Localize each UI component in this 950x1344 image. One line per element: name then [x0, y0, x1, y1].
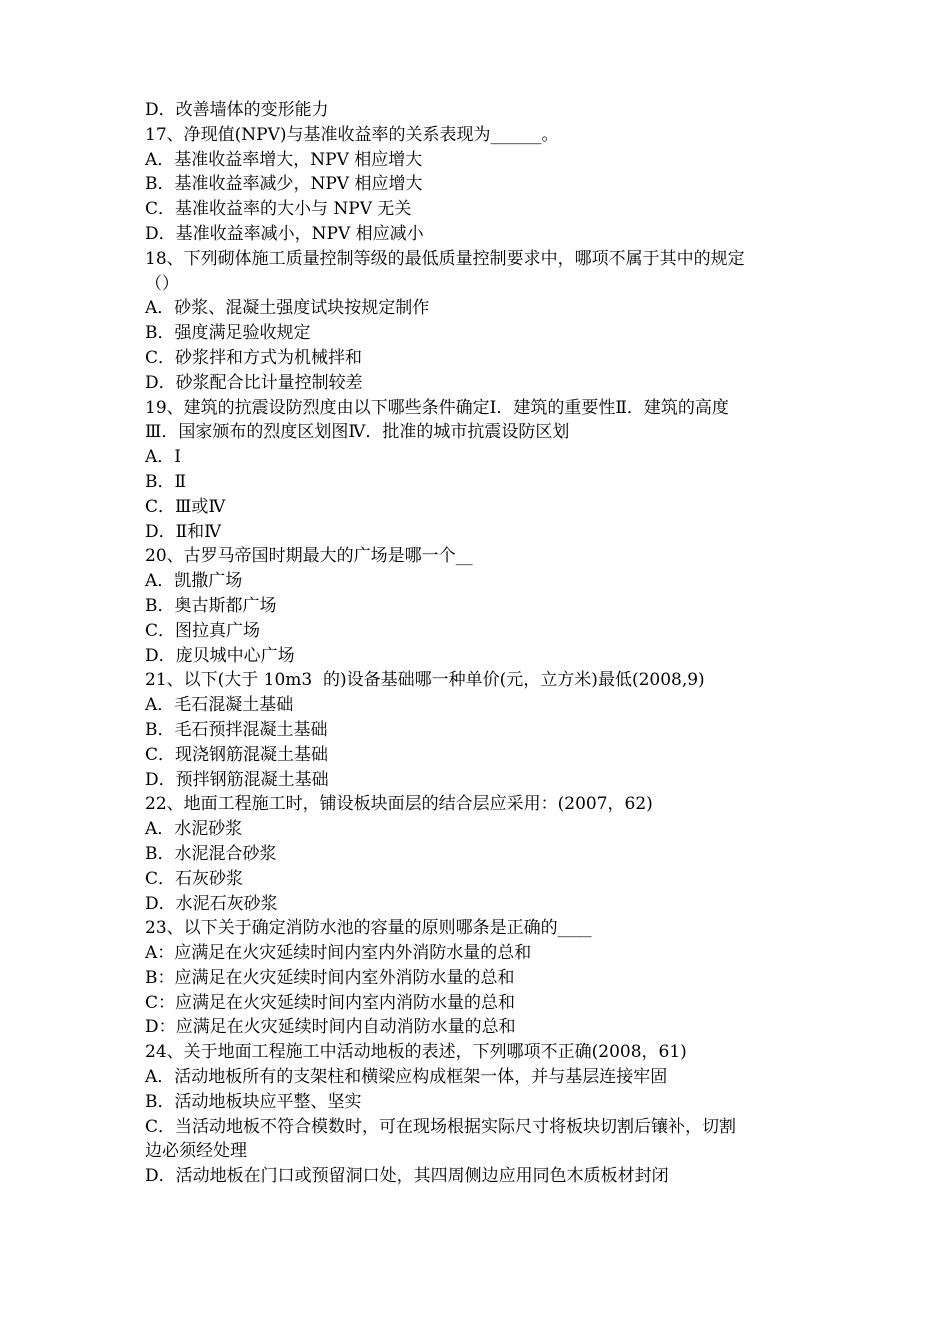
option-line: C．基准收益率的大小与 NPV 无关 — [145, 199, 412, 220]
option-line: B．毛石预拌混凝土基础 — [145, 719, 328, 740]
document-body — [145, 98, 810, 1189]
option-line: A．活动地板所有的支架柱和横梁应构成框架一体，并与基层连接牢固 — [145, 1067, 668, 1088]
option-line: D：应满足在火灾延续时间内自动消防水量的总和 — [145, 1017, 516, 1038]
option-line: A．凯撒广场 — [145, 571, 243, 592]
option-line: B．基准收益率减少，NPV 相应增大 — [145, 174, 423, 195]
option-line: C．图拉真广场 — [145, 620, 261, 641]
option-line: A．毛石混凝土基础 — [145, 695, 294, 716]
question-19-continued: Ⅲ．国家颁布的烈度区划图Ⅳ．批准的城市抗震设防区划 — [145, 422, 570, 443]
question-24: 24、关于地面工程施工中活动地板的表述，下列哪项不正确(2008，61) — [145, 1042, 687, 1063]
option-line: B：应满足在火灾延续时间内室外消防水量的总和 — [145, 967, 515, 988]
question-21: 21、以下(大于 10m3 的)设备基础哪一种单价(元，立方米)最低(2008,9) — [145, 670, 705, 691]
option-line: B．Ⅱ — [145, 471, 187, 492]
question-18-continued: （） — [145, 273, 179, 294]
option-line: C．砂浆拌和方式为机械拌和 — [145, 347, 363, 368]
option-line: D．水泥石灰砂浆 — [145, 893, 278, 914]
option-line: C．石灰砂浆 — [145, 868, 244, 889]
option-line: D．庞贝城中心广场 — [145, 645, 295, 666]
question-20: 20、古罗马帝国时期最大的广场是哪一个__ — [145, 546, 473, 567]
option-line: C：应满足在火灾延续时间内室内消防水量的总和 — [145, 992, 516, 1013]
question-19: 19、建筑的抗震设防烈度由以下哪些条件确定Ⅰ．建筑的重要性Ⅱ．建筑的高度 — [145, 397, 729, 418]
question-23: 23、以下关于确定消防水池的容量的原则哪条是正确的____ — [145, 918, 592, 939]
option-line: C．Ⅲ或Ⅳ — [145, 496, 226, 517]
option-line: A．砂浆、混凝土强度试块按规定制作 — [145, 298, 430, 319]
option-line: A．水泥砂浆 — [145, 819, 243, 840]
text-line: D．改善墙体的变形能力 — [145, 100, 329, 120]
option-line: D．Ⅱ和Ⅳ — [145, 521, 222, 542]
option-line: A．Ⅰ — [145, 447, 181, 468]
option-line: B．奥古斯都广场 — [145, 595, 277, 616]
question-18: 18、下列砌体施工质量控制等级的最低质量控制要求中，哪项不属于其中的规定 — [145, 248, 745, 269]
option-line: A．基准收益率增大，NPV 相应增大 — [145, 149, 423, 170]
option-line: B．水泥混合砂浆 — [145, 843, 277, 864]
option-line: D．预拌钢筋混凝土基础 — [145, 769, 329, 790]
question-17: 17、净现值(NPV)与基准收益率的关系表现为______。 — [145, 124, 559, 145]
option-line: C．现浇钢筋混凝土基础 — [145, 744, 329, 765]
option-line-continued: 边必须经处理 — [145, 1141, 247, 1162]
option-line: B．活动地板块应平整、坚实 — [145, 1091, 362, 1112]
option-line: D．基准收益率减小，NPV 相应减小 — [145, 223, 424, 244]
option-line: C．当活动地板不符合模数时，可在现场根据实际尺寸将板块切割后镶补，切割 — [145, 1116, 737, 1137]
option-line: A：应满足在火灾延续时间内室内外消防水量的总和 — [145, 943, 532, 964]
option-line: B．强度满足验收规定 — [145, 323, 311, 344]
option-line: D．活动地板在门口或预留洞口处，其四周侧边应用同色木质板材封闭 — [145, 1166, 669, 1187]
question-22: 22、地面工程施工时，铺设板块面层的结合层应采用：(2007，62) — [145, 794, 653, 815]
option-line: D．砂浆配合比计量控制较差 — [145, 372, 363, 393]
